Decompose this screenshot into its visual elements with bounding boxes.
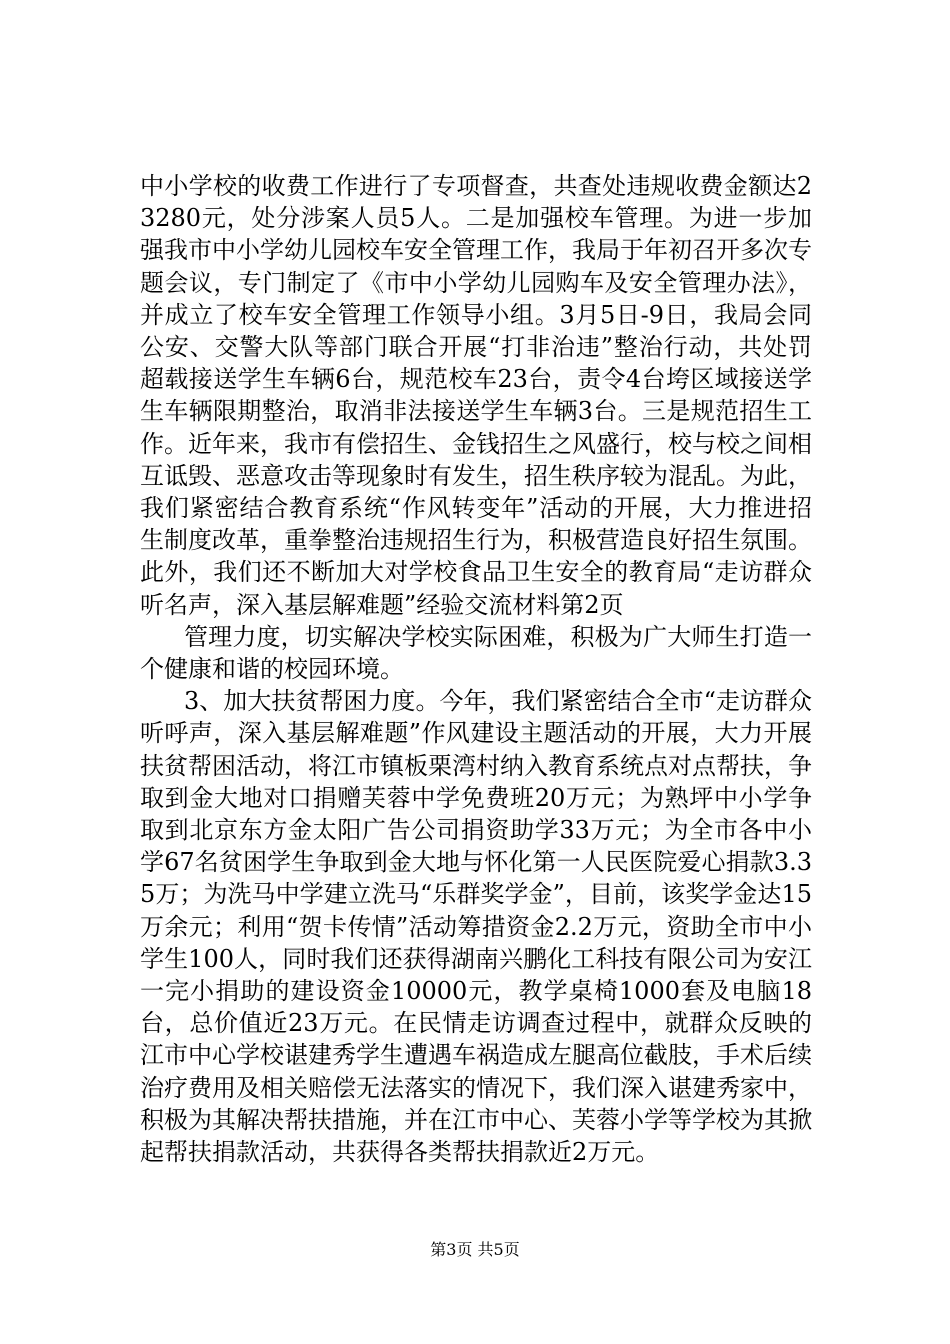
paragraph-2: 管理力度，切实解决学校实际困难，积极为广大师生打造一个健康和谐的校园环境。 — [140, 622, 812, 684]
paragraph-1: 中小学校的收费工作进行了专项督查，共查处违规收费金额达23280元，处分涉案人员5人。二是加强校车管理。为进一步加强我市中小学幼儿园校车安全管理工作，我局于年初召开多次专题会议，专门制定了《市中小学幼儿园购车及安全管理办法》，并成立了校车安全管理工作领导小组。3月5日-9日，我局会同公安、交警大队等部门联合开展“打非治违”整治行动，共处罚超载接送学生车辆6台，规范校车23台，责令4台垮区域接送学生车辆限期整治，取消非法接送学生车辆3台。三是规范招生工作。近年来，我市有偿招生、金钱招生之风盛行，校与校之间相互诋毁、恶意攻击等现象时有发生，招生秩序较为混乱。为此，我们紧密结合教育系统“作风转变年”活动的开展，大力推进招生制度改革，重拳整治违规招生行为，积极营造良好招生氛围。此外，我们还不断加大对学校食品卫生安全的教育局“走访群众听名声，深入基层解难题”经验交流材料第2页 — [140, 172, 812, 619]
page-number-footer: 第3页 共5页 — [430, 1240, 520, 1259]
body-text — [140, 170, 812, 1168]
paragraph-3: 3、加大扶贫帮困力度。今年，我们紧密结合全市“走访群众听呼声，深入基层解难题”作风建设主题活动的开展，大力开展扶贫帮困活动，将江市镇板栗湾村纳入教育系统点对点帮扶，争取到金大地对口捐赠芙蓉中学免费班20万元；为熟坪中小学争取到北京东方金太阳广告公司捐资助学33万元；为全市各中小学67名贫困学生争取到金大地与怀化第一人民医院爱心捐款3.35万；为洗马中学建立洗马“乐群奖学金”，目前，该奖学金达15万余元；利用“贺卡传情”活动筹措资金2.2万元，资助全市中小学生100人，同时我们还获得湖南兴鹏化工科技有限公司为安江一完小捐助的建设资金10000元，教学桌椅1000套及电脑18台，总价值近23万元。在民情走访调查过程中，就群众反映的江市中心学校谌建秀学生遭遇车祸造成左腿高位截肢，手术后续治疗费用及相关赔偿无法落实的情况下，我们深入谌建秀家中，积极为其解决帮扶措施，并在江市中心、芙蓉小学等学校为其掀起帮扶捐款活动，共获得各类帮扶捐款近2万元。 — [140, 687, 812, 1167]
